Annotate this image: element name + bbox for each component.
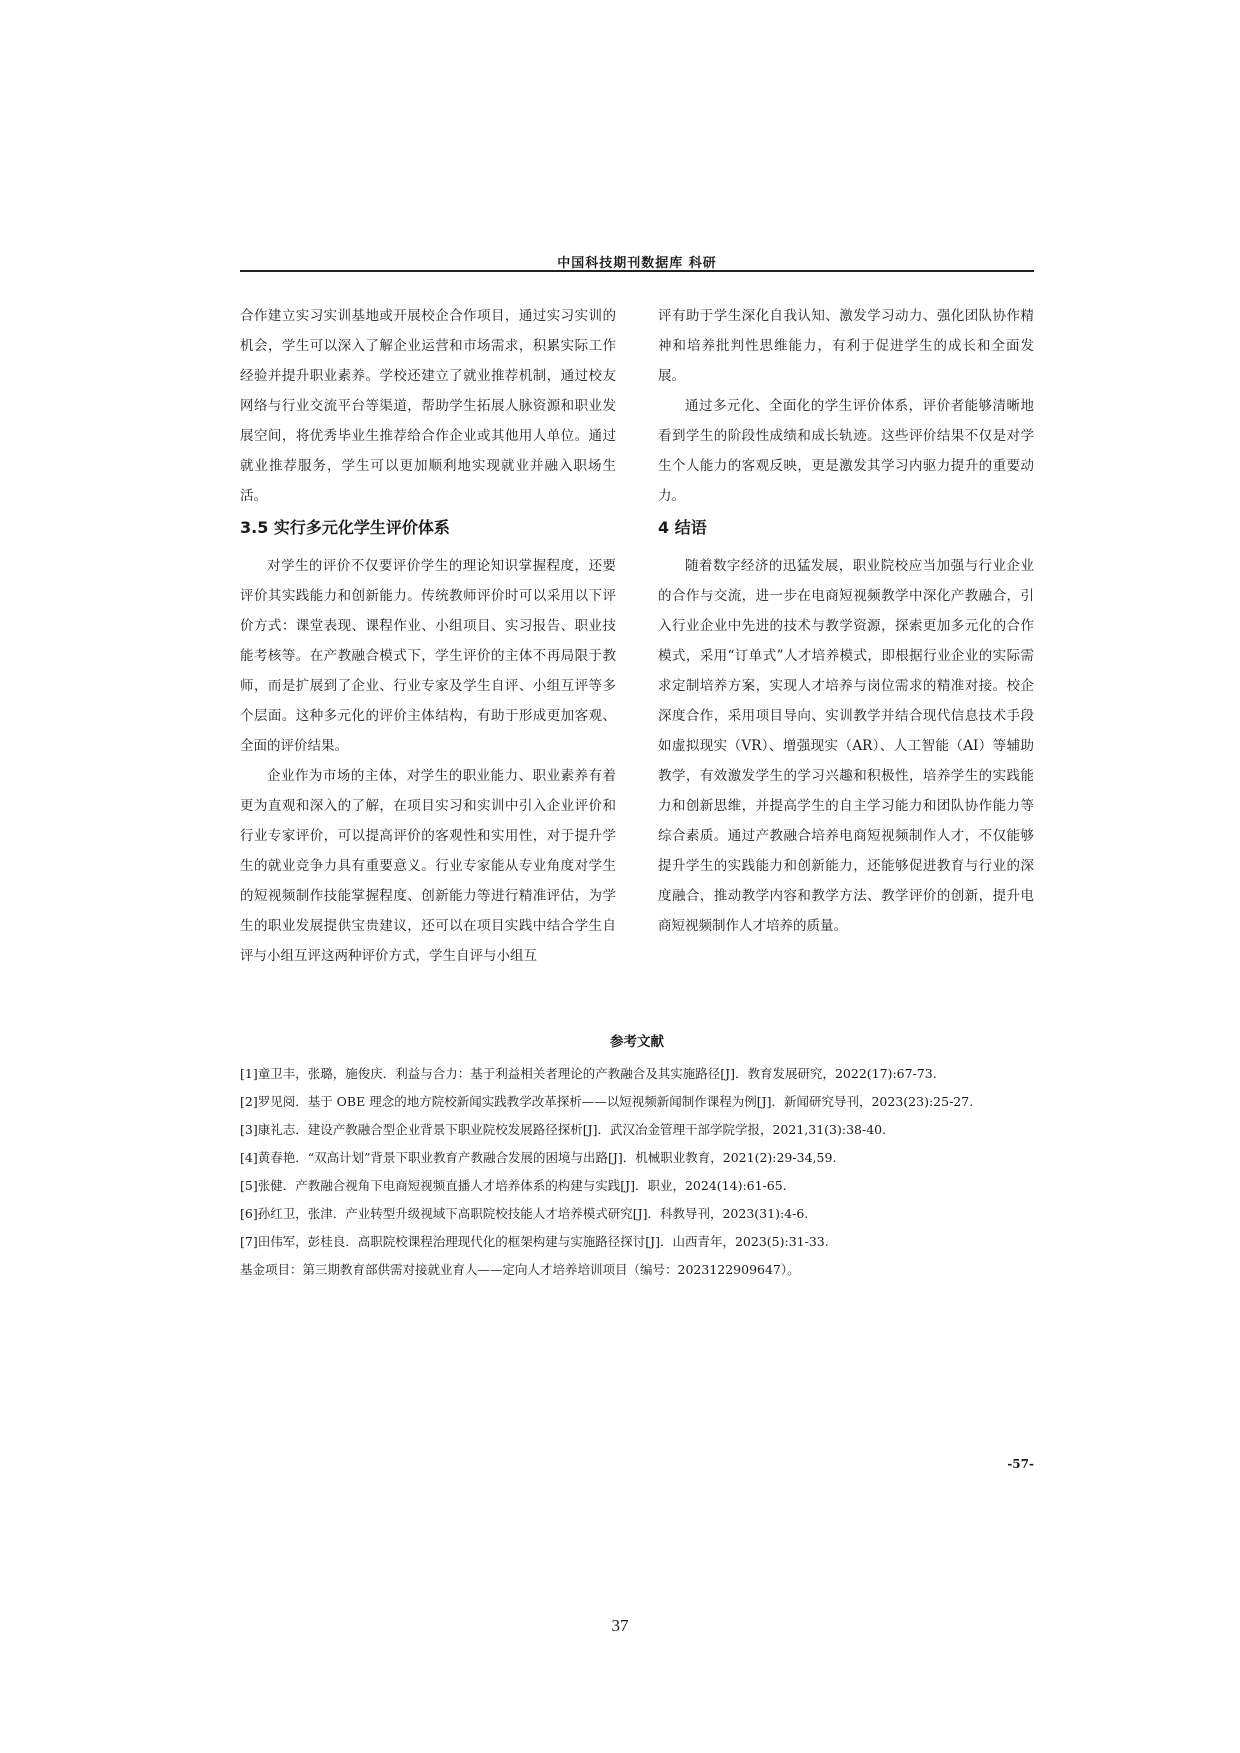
section-heading: 4 结语 [658,518,707,537]
reference-item: [4]黄春艳．“双高计划”背景下职业教育产教融合发展的困境与出路[J]．机械职业教育，2021(2):29-34,59. [240,1150,837,1165]
header-rule [240,270,1034,272]
funding-note: 基金项目：第三期教育部供需对接就业育人——定向人才培养培训项目（编号：2023122909647）。 [240,1262,800,1277]
journal-page-number: -57- [1007,1457,1034,1471]
right-column [658,301,1034,941]
reference-item: [3]康礼志．建设产教融合型企业背景下职业院校发展路径探析[J]．武汉冶金管理干部学院学报，2021,31(3):38-40. [240,1122,887,1137]
body-paragraph: 随着数字经济的迅猛发展，职业院校应当加强与行业企业的合作与交流，进一步在电商短视频教学中深化产教融合，引入行业企业中先进的技术与教学资源，探索更加多元化的合作模式，采用“订单式”人才培养模式，即根据行业企业的实际需求定制培养方案，实现人才培养与岗位需求的精准对接。校企深度合作，采用项目导向、实训教学并结合现代信息技术手段如虚拟现实（VR）、增强现实（AR）、人工智能（AI）等辅助教学，有效激发学生的学习兴趣和积极性，培养学生的实践能力和创新思维，并提高学生的自主学习能力和团队协作能力等综合素质。通过产教融合培养电商短视频制作人才，不仅能够提升学生的实践能力和创新能力，还能够促进教育与行业的深度融合，推动教学内容和教学方法、教学评价的创新，提升电商短视频制作人才培养的质量。 [658,558,1034,934]
journal-header: 中国科技期刊数据库 科研 [557,256,717,271]
references-section [240,1028,1034,1284]
body-paragraph: 通过多元化、全面化的学生评价体系，评价者能够清晰地看到学生的阶段性成绩和成长轨迹。这些评价结果不仅是对学生个人能力的客观反映，更是激发其学习内驱力提升的重要动力。 [658,398,1034,504]
reference-item: [1]童卫丰，张璐，施俊庆．利益与合力：基于利益相关者理论的产教融合及其实施路径[J]．教育发展研究，2022(17):67-73. [240,1066,937,1081]
body-paragraph: 对学生的评价不仅要评价学生的理论知识掌握程度，还要评价其实践能力和创新能力。传统教师评价时可以采用以下评价方式：课堂表现、课程作业、小组项目、实习报告、职业技能考核等。在产教融合模式下，学生评价的主体不再局限于教师，而是扩展到了企业、行业专家及学生自评、小组互评等多个层面。这种多元化的评价主体结构，有助于形成更加客观、全面的评价结果。 [240,558,616,754]
page-number: 37 [611,1616,629,1635]
reference-item: [2]罗见阅．基于 OBE 理念的地方院校新闻实践教学改革探析——以短视频新闻制作课程为例[J]．新闻研究导刊，2023(23):25-27. [240,1094,974,1109]
section-heading: 3.5 实行多元化学生评价体系 [240,518,450,537]
reference-item: [5]张健．产教融合视角下电商短视频直播人才培养体系的构建与实践[J]．职业，2024(14):61-65. [240,1178,787,1193]
body-paragraph: 评有助于学生深化自我认知、激发学习动力、强化团队协作精神和培养批判性思维能力，有利于促进学生的成长和全面发展。 [658,308,1034,384]
reference-item: [6]孙红卫，张津．产业转型升级视域下高职院校技能人才培养模式研究[J]．科教导刊，2023(31):4-6. [240,1206,809,1221]
reference-item: [7]田伟军，彭桂良．高职院校课程治理现代化的框架构建与实施路径探讨[J]．山西青年，2023(5):31-33. [240,1234,829,1249]
body-paragraph: 企业作为市场的主体，对学生的职业能力、职业素养有着更为直观和深入的了解，在项目实习和实训中引入企业评价和行业专家评价，可以提高评价的客观性和实用性，对于提升学生的就业竞争力具有重要意义。行业专家能从专业角度对学生的短视频制作技能掌握程度、创新能力等进行精准评估，为学生的职业发展提供宝贵建议，还可以在项目实践中结合学生自评与小组互评这两种评价方式，学生自评与小组互 [240,768,616,964]
references-title: 参考文献 [610,1034,664,1050]
body-paragraph: 合作建立实习实训基地或开展校企合作项目，通过实习实训的机会，学生可以深入了解企业运营和市场需求，积累实际工作经验并提升职业素养。学校还建立了就业推荐机制，通过校友网络与行业交流平台等渠道，帮助学生拓展人脉资源和职业发展空间，将优秀毕业生推荐给合作企业或其他用人单位。通过就业推荐服务，学生可以更加顺利地实现就业并融入职场生活。 [240,308,616,504]
left-column [240,301,616,971]
